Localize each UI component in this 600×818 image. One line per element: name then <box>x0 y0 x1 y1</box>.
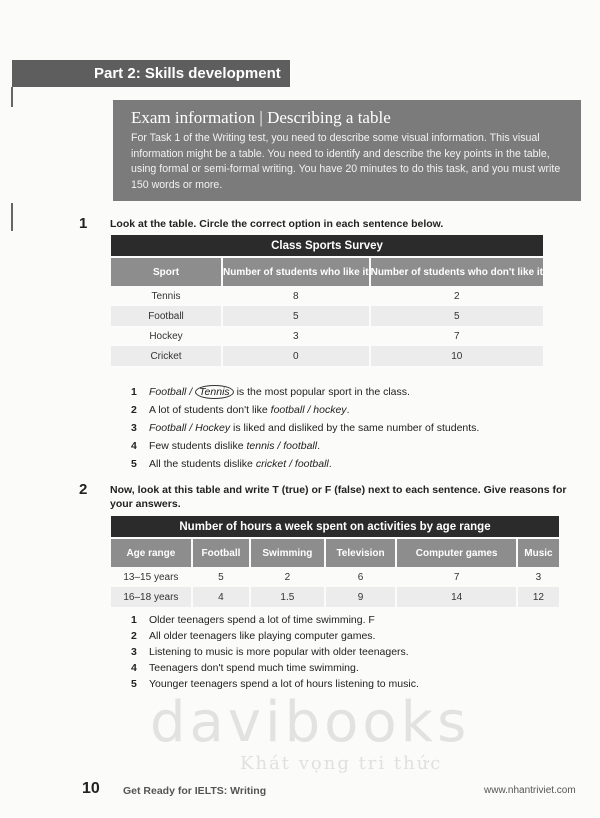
table-row <box>111 306 543 326</box>
circled-answer[interactable]: Tennis <box>195 385 234 399</box>
sentence-text: All the students dislike <box>149 458 256 470</box>
sentence-number: 1 <box>131 614 137 626</box>
table-cell: 3 <box>293 330 299 342</box>
table-cell: 13–15 years <box>123 571 179 583</box>
answer-options[interactable]: Football / Hockey <box>149 422 231 434</box>
table-cell: 0 <box>223 346 369 366</box>
sentence <box>131 660 571 676</box>
col-header: Age range <box>111 537 191 567</box>
table-row <box>111 567 559 587</box>
col-header: Television <box>326 537 396 567</box>
table-cell: 6 <box>357 571 364 583</box>
sentence-number: 4 <box>131 662 137 674</box>
sentence <box>131 628 571 644</box>
exam-info-title: Exam information | Describing a table <box>131 108 391 127</box>
exam-info-text: For Task 1 of the Writing test, you need to describe some visual information. This visual information might be a table. You need to identify and describe the key points in the table, using formal or semi-formal writing. You have 20 minutes to do this task, and you must write 150 words or more. <box>131 132 561 191</box>
table-cell: 10 <box>371 346 543 366</box>
answer-options[interactable]: cricket / football <box>255 458 329 470</box>
col-header: Sport <box>111 256 221 286</box>
table-cell: 5 <box>218 571 224 583</box>
page-number: 10 <box>82 780 100 797</box>
margin-line <box>11 203 13 231</box>
answer-options[interactable]: football / hockey <box>270 404 347 416</box>
sentence-text: Listening to music is more popular with older teenagers. <box>149 646 409 658</box>
table-cell: Football <box>111 306 221 326</box>
exercise-number: 2 <box>79 481 88 498</box>
sentence-number: 3 <box>131 422 137 434</box>
table-cell: 5 <box>223 306 369 326</box>
col-header: Football <box>193 537 249 567</box>
sentence-text: Older teenagers spend a lot of time swimming. F <box>149 614 375 626</box>
sentence-text: . <box>346 404 350 416</box>
table-title: Class Sports Survey <box>111 235 543 256</box>
col-header: Number of students who don't like it <box>371 256 543 286</box>
table-cell: 12 <box>518 587 559 607</box>
table-title: Number of hours a week spent on activities by age range <box>111 516 559 537</box>
table-cell: 8 <box>293 290 299 302</box>
exercise-1-sentences <box>131 383 571 473</box>
sentence-number: 4 <box>131 440 137 452</box>
sentence-text: Younger teenagers spend a lot of hours listening to music. <box>149 678 419 690</box>
exercise-instruction: Now, look at this table and write T (true) or F (false) next to each sentence. Give reasons for your answers. <box>110 484 567 510</box>
exercise-2-sentences <box>131 612 571 692</box>
exercise-number: 1 <box>79 215 88 232</box>
sentence <box>131 644 571 660</box>
table-cell: Hockey <box>149 330 183 342</box>
sentence <box>131 401 571 419</box>
sentence-text: Few students dislike <box>149 440 247 452</box>
sentence-text: is the most popular sport in the class. <box>233 386 410 398</box>
table-cell: 7 <box>453 571 460 583</box>
table-row <box>111 587 559 607</box>
sentence-number: 2 <box>131 630 137 642</box>
book-title: Get Ready for IELTS: Writing <box>123 785 267 797</box>
table-cell: 4 <box>193 587 249 607</box>
table-cell: 2 <box>454 290 460 302</box>
exam-info-box <box>113 100 581 201</box>
table-cell: 1.5 <box>251 587 323 607</box>
sentence-text: Football / <box>149 386 196 398</box>
sentence-number: 5 <box>131 458 137 470</box>
table-cell: 9 <box>326 587 396 607</box>
col-header: Number of students who like it <box>223 256 369 286</box>
table-cell: Cricket <box>111 346 221 366</box>
table-cell: 3 <box>535 571 542 583</box>
table-cell: 5 <box>371 306 543 326</box>
col-header: Computer games <box>397 537 515 567</box>
publisher-url: www.nhantriviet.com <box>484 785 576 796</box>
sentence-text: . <box>328 458 332 470</box>
col-header: Swimming <box>251 537 323 567</box>
table-cell: 14 <box>397 587 515 607</box>
col-header: Music <box>518 537 559 567</box>
sentence <box>131 437 571 455</box>
sentence-number: 5 <box>131 678 137 690</box>
exercise-instruction: Look at the table. Circle the correct option in each sentence below. <box>110 218 444 230</box>
sentence-text: Teenagers don't spend much time swimming. <box>149 662 359 674</box>
table-row <box>111 286 543 306</box>
sentence <box>131 612 571 628</box>
sentence <box>131 383 571 401</box>
table-cell: 2 <box>284 571 291 583</box>
sentence-number: 1 <box>131 386 137 398</box>
table-row <box>111 326 543 346</box>
watermark-logo: davibooks <box>150 690 471 755</box>
table-row <box>111 346 543 366</box>
sentence-number: 2 <box>131 404 137 416</box>
sentence-text: . <box>317 440 321 452</box>
watermark-tagline: Khát vọng tri thức <box>240 753 443 774</box>
sports-survey-table <box>109 235 545 366</box>
sentence-number: 3 <box>131 646 137 658</box>
sentence-text: All older teenagers like playing computer games. <box>149 630 376 642</box>
sentence-text: A lot of students don't like <box>149 404 271 416</box>
part-title: Part 2: Skills development <box>12 60 290 87</box>
table-cell: 7 <box>454 330 460 342</box>
table-cell: 16–18 years <box>111 587 191 607</box>
answer-options[interactable]: tennis / football <box>246 440 318 452</box>
sentence <box>131 455 571 473</box>
margin-line <box>11 87 13 107</box>
sentence-text: is liked and disliked by the same number of students. <box>230 422 480 434</box>
sentence <box>131 419 571 437</box>
activities-table <box>109 516 561 607</box>
table-cell: Tennis <box>151 290 181 302</box>
